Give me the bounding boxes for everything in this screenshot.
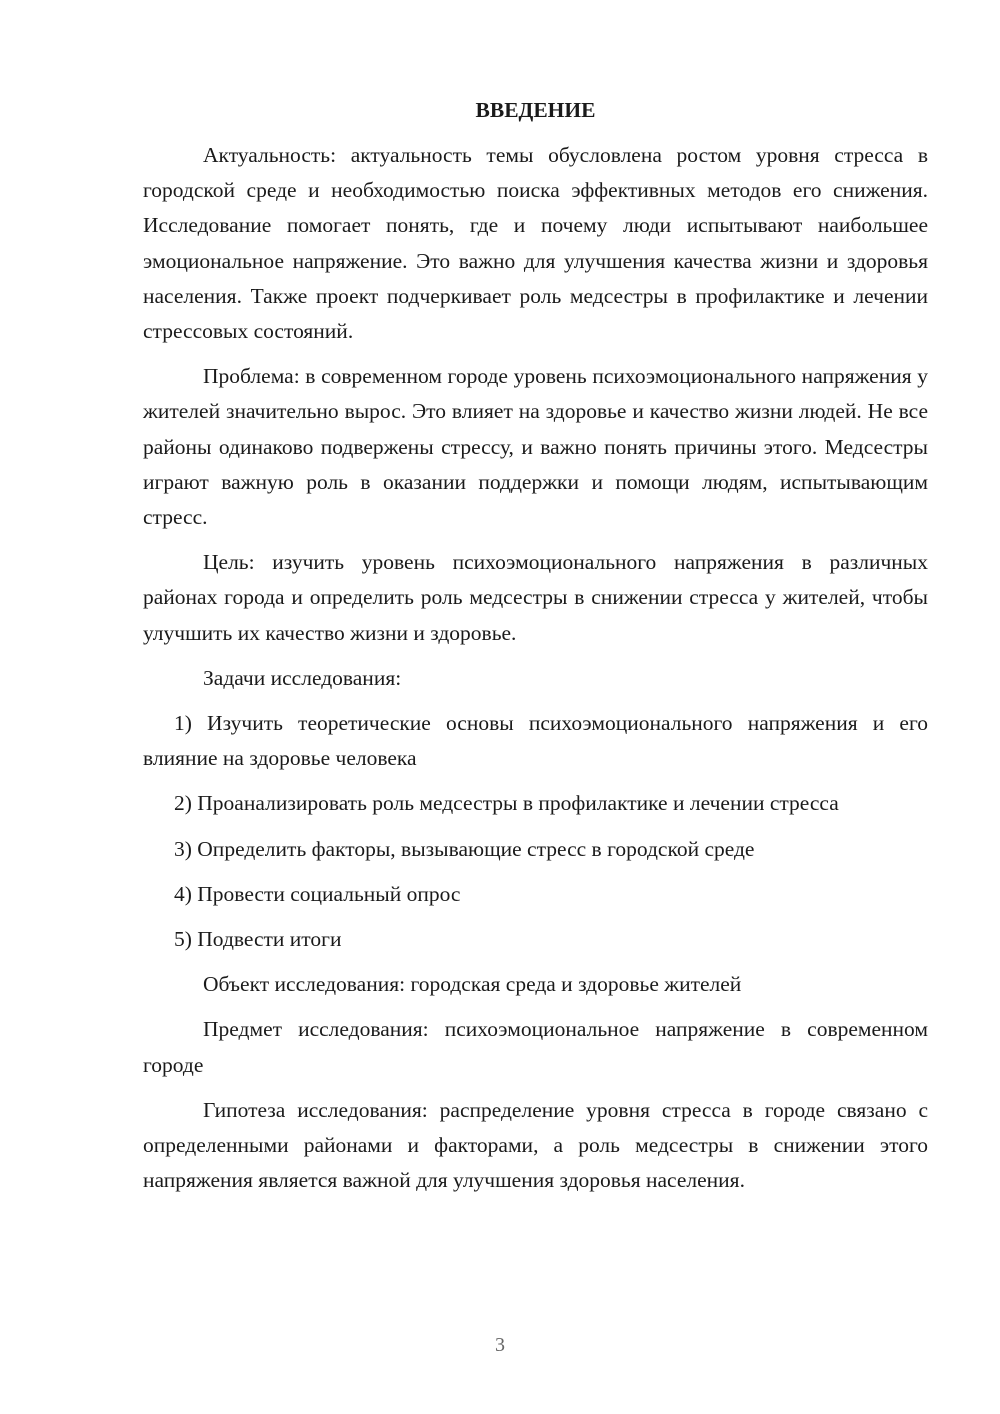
page-number: 3 (495, 1334, 505, 1356)
hypothesis-paragraph: Гипотеза исследования: распределение уровня стресса в городе связано с определенными районами и факторами, а роль медсестры в снижении этого напряжения является важной для улучшения здоровья населения. (143, 1097, 928, 1193)
document-page (143, 92, 928, 1208)
object-paragraph: Объект исследования: городская среда и здоровье жителей (203, 972, 742, 997)
task-item-2: 2) Проанализировать роль медсестры в профилактике и лечении стресса (174, 791, 839, 816)
task-item-3: 3) Определить факторы, вызывающие стресс в городской среде (174, 836, 755, 861)
task-item-1: 1) Изучить теоретические основы психоэмоционального напряжения и его влияние на здоровье человека (143, 711, 928, 771)
tasks-heading: Задачи исследования: (203, 665, 402, 690)
goal-paragraph: Цель: изучить уровень психоэмоционального напряжения в различных районах города и определить роль медсестры в снижении стресса у жителей, чтобы улучшить их качество жизни и здоровье. (143, 550, 928, 645)
section-title: ВВЕДЕНИЕ (475, 98, 596, 122)
subject-paragraph: Предмет исследования: психоэмоциональное напряжение в современном городе (143, 1017, 928, 1077)
task-item-5: 5) Подвести итоги (174, 927, 342, 952)
relevance-paragraph: Актуальность: актуальность темы обусловлена ростом уровня стресса в городской среде и необходимостью поиска эффективных методов его снижения. Исследование помогает понять, где и почему люди испытывают наибольшее эмоциональное напряжение. Это важно для улучшения качества жизни и здоровья населения. Также проект подчеркивает роль медсестры в профилактике и лечении стрессовых состояний. (143, 143, 928, 344)
task-item-4: 4) Провести социальный опрос (174, 881, 461, 906)
problem-paragraph: Проблема: в современном городе уровень психоэмоционального напряжения у жителей значительно вырос. Это влияет на здоровье и качество жизни людей. Не все районы одинаково подвержены стрессу, и важно понять причины этого. Медсестры играют важную роль в оказании поддержки и помощи людям, испытывающим стресс. (143, 364, 928, 530)
